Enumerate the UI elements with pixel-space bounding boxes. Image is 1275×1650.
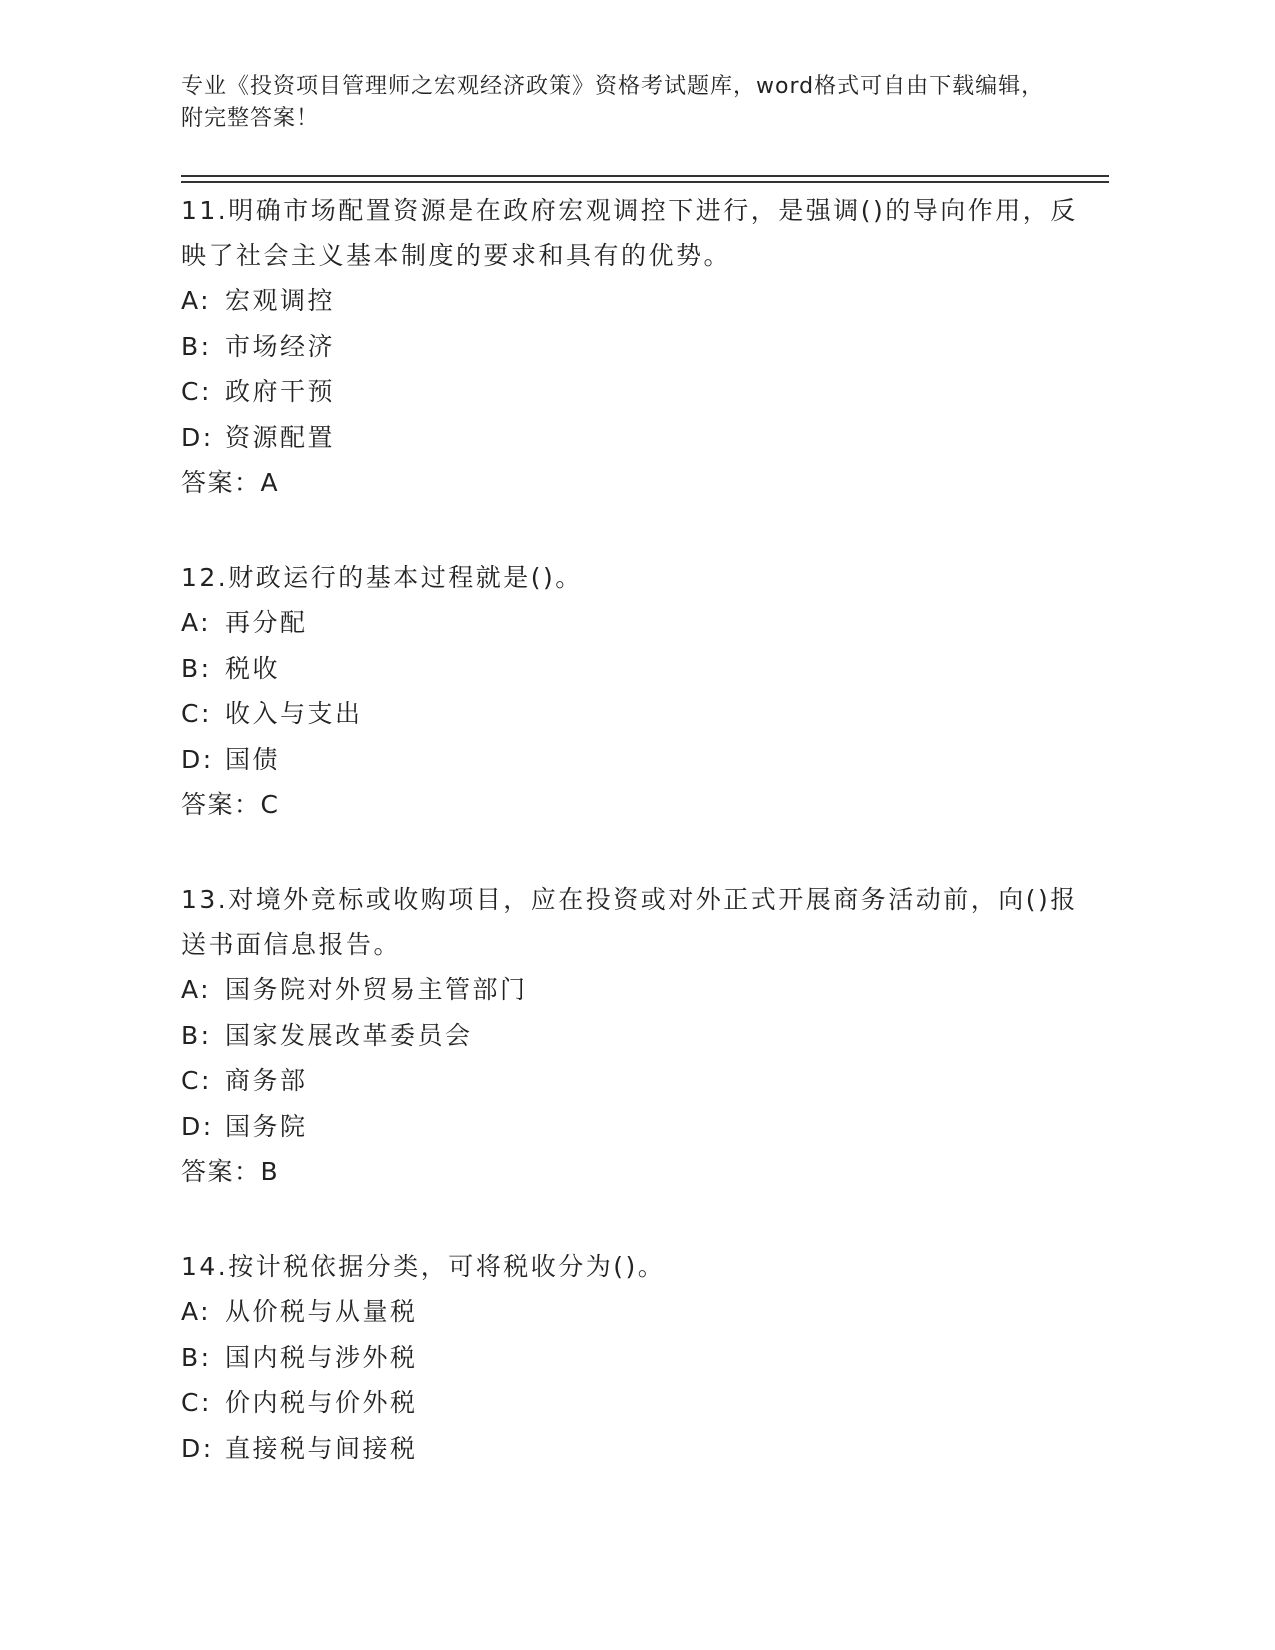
option-b bbox=[181, 1013, 1101, 1059]
option-letter: C: bbox=[181, 377, 212, 406]
option-text: 国内税与涉外税 bbox=[225, 1342, 418, 1372]
option-text: 国务院对外贸易主管部门 bbox=[225, 975, 528, 1004]
option-text: 国务院 bbox=[225, 1111, 308, 1141]
option-b bbox=[181, 646, 1101, 692]
option-b bbox=[181, 324, 1101, 370]
answer-line: 答案：C bbox=[181, 790, 280, 819]
question-stem: 13.对境外竞标或收购项目，应在投资或对外正式开展商务活动前，向()报送书面信息报告。 bbox=[181, 885, 1078, 959]
option-text: 国家发展改革委员会 bbox=[225, 1020, 473, 1050]
option-text: 政府干预 bbox=[225, 377, 336, 406]
option-text: 价内税与价外税 bbox=[225, 1388, 418, 1417]
option-d bbox=[181, 1104, 1101, 1150]
option-text: 国债 bbox=[225, 744, 281, 774]
answer-line: 答案：B bbox=[181, 1157, 280, 1186]
option-letter: B: bbox=[181, 1342, 212, 1372]
option-text: 税收 bbox=[225, 653, 281, 683]
option-c bbox=[181, 1058, 1101, 1104]
question-item bbox=[181, 1244, 1101, 1471]
document-header: 专业《投资项目管理师之宏观经济政策》资格考试题库，word格式可自由下载编辑，附完整答案！ bbox=[181, 74, 1045, 131]
option-text: 再分配 bbox=[225, 608, 308, 637]
option-letter: D: bbox=[181, 744, 214, 774]
question-item bbox=[181, 877, 1101, 1194]
option-letter: C: bbox=[181, 699, 212, 728]
option-d bbox=[181, 1426, 1101, 1472]
header-divider-top bbox=[181, 175, 1109, 177]
option-d bbox=[181, 737, 1101, 783]
option-letter: B: bbox=[181, 653, 212, 683]
option-text: 收入与支出 bbox=[225, 699, 363, 728]
option-a bbox=[181, 1289, 1101, 1335]
option-letter: A: bbox=[181, 1297, 212, 1326]
question-item bbox=[181, 555, 1101, 827]
option-b bbox=[181, 1335, 1101, 1381]
question-stem: 11.明确市场配置资源是在政府宏观调控下进行，是强调()的导向作用，反映了社会主义基本制度的要求和具有的优势。 bbox=[181, 196, 1078, 270]
option-letter: B: bbox=[181, 331, 212, 361]
option-letter: A: bbox=[181, 608, 212, 637]
option-letter: B: bbox=[181, 1020, 212, 1050]
question-stem: 14.按计税依据分类，可将税收分为()。 bbox=[181, 1252, 666, 1281]
option-text: 从价税与从量税 bbox=[225, 1297, 418, 1326]
option-letter: C: bbox=[181, 1066, 212, 1095]
question-stem: 12.财政运行的基本过程就是()。 bbox=[181, 563, 583, 592]
option-letter: D: bbox=[181, 422, 214, 452]
option-letter: D: bbox=[181, 1433, 214, 1463]
option-c bbox=[181, 369, 1101, 415]
answer-line: 答案：A bbox=[181, 468, 280, 497]
question-list bbox=[181, 188, 1101, 1521]
option-letter: C: bbox=[181, 1388, 212, 1417]
option-letter: D: bbox=[181, 1111, 214, 1141]
option-a bbox=[181, 967, 1101, 1013]
option-text: 市场经济 bbox=[225, 331, 336, 361]
option-c bbox=[181, 691, 1101, 737]
option-letter: A: bbox=[181, 975, 212, 1004]
option-text: 直接税与间接税 bbox=[225, 1433, 418, 1463]
option-text: 商务部 bbox=[225, 1066, 308, 1095]
option-c bbox=[181, 1380, 1101, 1426]
option-a bbox=[181, 600, 1101, 646]
header-divider-bottom bbox=[181, 181, 1109, 183]
option-text: 资源配置 bbox=[225, 422, 336, 452]
option-letter: A: bbox=[181, 286, 212, 315]
option-text: 宏观调控 bbox=[225, 286, 336, 315]
question-item bbox=[181, 188, 1101, 505]
option-d bbox=[181, 415, 1101, 461]
option-a bbox=[181, 278, 1101, 324]
